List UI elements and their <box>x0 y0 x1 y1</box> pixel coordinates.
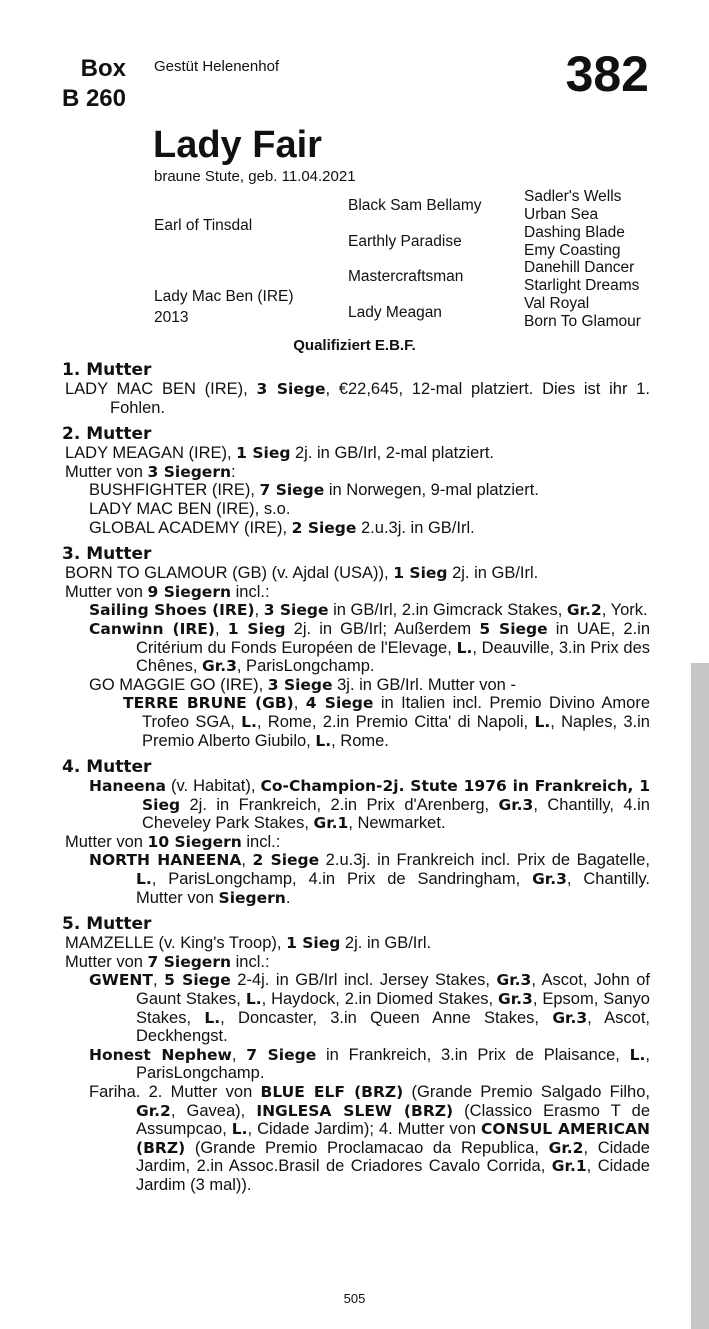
dam-line-content <box>62 361 650 1195</box>
pedigree-gen4-1: Sadler's Wells <box>524 188 622 205</box>
offspring-entry: Sailing Shoes (IRE), 3 Siege in GB/Irl, 2.in Gimcrack Stakes, Gr.2, York. <box>89 601 648 620</box>
winners-summary: Mutter von 3 Siegern: <box>65 462 236 481</box>
pedigree-dam-sire: Mastercraftsman <box>348 268 464 285</box>
offspring-entry: GO MAGGIE GO (IRE), 3 Siege 3j. in GB/Irl. Mutter von - <box>89 675 516 694</box>
pedigree-gen4-3: Dashing Blade <box>524 224 625 241</box>
qualification: Qualifiziert E.B.F. <box>293 337 416 354</box>
box-label-line2: B 260 <box>61 85 126 112</box>
pedigree-gen4-2: Urban Sea <box>524 206 599 223</box>
box-number <box>60 54 126 114</box>
section-third-dam <box>62 545 650 750</box>
winners-summary: Mutter von 9 Siegern incl.: <box>65 582 270 601</box>
offspring-entry: GLOBAL ACADEMY (IRE), 2 Siege 2.u.3j. in GB/Irl. <box>89 518 475 537</box>
offspring-entry: Honest Nephew, 7 Siege in Frankreich, 3.in Prix de Plaisance, L., ParisLongchamp. <box>89 1045 650 1083</box>
pedigree-gen4-7: Val Royal <box>524 295 590 312</box>
stud-name: Gestüt Helenenhof <box>154 58 280 75</box>
section-fifth-dam <box>62 915 650 1194</box>
section-second-dam <box>62 425 650 537</box>
pedigree-dam-year: 2013 <box>154 309 189 326</box>
dam-record: LADY MAC BEN (IRE), 3 Siege, €22,645, 12-mal platziert. Dies ist ihr 1. Fohlen. <box>65 380 650 417</box>
offspring-entry: GWENT, 5 Siege 2-4j. in GB/Irl incl. Jersey Stakes, Gr.3, Ascot, John of Gaunt Stakes, L., Haydock, 2.in Diomed Stakes, Gr.3, Epsom, Sanyo Stakes, L., Doncaster, 3.in Queen Anne Stakes, Gr.3, Ascot, Deckhengst. <box>89 971 651 1046</box>
offspring-entry: NORTH HANEENA, 2 Siege 2.u.3j. in Frankreich incl. Prix de Bagatelle, L., ParisLongchamp, 4.in Prix de Sandringham, Gr.3, Chantilly. Mutter von Siegern. <box>89 851 650 907</box>
pedigree-gen4-6: Starlight Dreams <box>524 277 640 294</box>
horse-description: braune Stute, geb. 11.04.2021 <box>154 168 356 185</box>
section-title: 1. Mutter <box>62 360 152 380</box>
pedigree-dam: Lady Mac Ben (IRE) <box>154 288 294 305</box>
section-title: 3. Mutter <box>62 544 152 565</box>
offspring-entry: BUSHFIGHTER (IRE), 7 Siege in Norwegen, 9-mal platziert. <box>89 481 539 500</box>
dam-record: LADY MEAGAN (IRE), 1 Sieg 2j. in GB/Irl, 2-mal platziert. <box>65 444 494 463</box>
pedigree-dam-dam: Lady Meagan <box>348 304 442 321</box>
offspring-entry: Canwinn (IRE), 1 Sieg 2j. in GB/Irl; Außerdem 5 Siege in UAE, 2.in Critérium du Fonds Européen de l'Elevage, L., Deauville, 3.in Prix des Chênes, Gr.3, ParisLongchamp. <box>89 619 651 676</box>
horse-name: Lady Fair <box>153 124 322 166</box>
dam-record: BORN TO GLAMOUR (GB) (v. Ajdal (USA)), 1 Sieg 2j. in GB/Irl. <box>65 564 539 583</box>
pedigree-gen4-5: Danehill Dancer <box>524 259 635 276</box>
dam-record: Haneena (v. Habitat), Co-Champion-2j. Stute 1976 in Frankreich, 1 Sieg 2j. in Frankreich, 2.in Prix d'Arenberg, Gr.3, Chantilly, 4.in Cheveley Park Stakes, Gr.1, Newmarket. <box>89 777 650 833</box>
section-first-dam <box>62 361 650 417</box>
section-title: 5. Mutter <box>62 914 152 935</box>
winners-summary: Mutter von 10 Siegern incl.: <box>65 832 281 851</box>
section-title: 2. Mutter <box>62 424 152 445</box>
pedigree-sire-dam: Earthly Paradise <box>348 233 462 250</box>
pedigree-gen4-8: Born To Glamour <box>524 313 641 330</box>
page-number: 505 <box>343 1291 366 1306</box>
winners-summary: Mutter von 7 Siegern incl.: <box>65 952 270 971</box>
scrollbar[interactable] <box>691 663 709 1329</box>
dam-record: MAMZELLE (v. King's Troop), 1 Sieg 2j. in GB/Irl. <box>65 934 432 953</box>
box-label-line1: Box <box>80 55 126 82</box>
pedigree-gen4-4: Emy Coasting <box>524 242 621 259</box>
offspring-entry: LADY MAC BEN (IRE), s.o. <box>89 499 291 518</box>
grand-offspring-entry: TERRE BRUNE (GB), 4 Siege in Italien incl. Premio Divino Amore Trofeo SGA, L., Rome, 2.in Premio Citta' di Napoli, L., Naples, 3.in Premio Alberto Giubilo, L., Rome. <box>123 694 651 750</box>
pedigree-sire-sire: Black Sam Bellamy <box>348 197 482 214</box>
offspring-entry: Fariha. 2. Mutter von BLUE ELF (BRZ) (Grande Premio Salgado Filho, Gr.2, Gavea), INGLESA SLEW (BRZ) (Classico Erasmo T de Assumpcao, L., Cidade Jardim); 4. Mutter von CONSUL AMERICAN (BRZ) (Grande Premio Proclamacao da Republica, Gr.2, Cidade Jardim, 2.in Assoc.Brasil de Criadores Cavalo Corrida, Gr.1, Cidade Jardim (3 mal)). <box>89 1083 651 1194</box>
section-fourth-dam <box>62 758 650 907</box>
pedigree-sire: Earl of Tinsdal <box>154 217 253 234</box>
lot-number: 382 <box>565 46 649 102</box>
section-title: 4. Mutter <box>62 757 152 778</box>
